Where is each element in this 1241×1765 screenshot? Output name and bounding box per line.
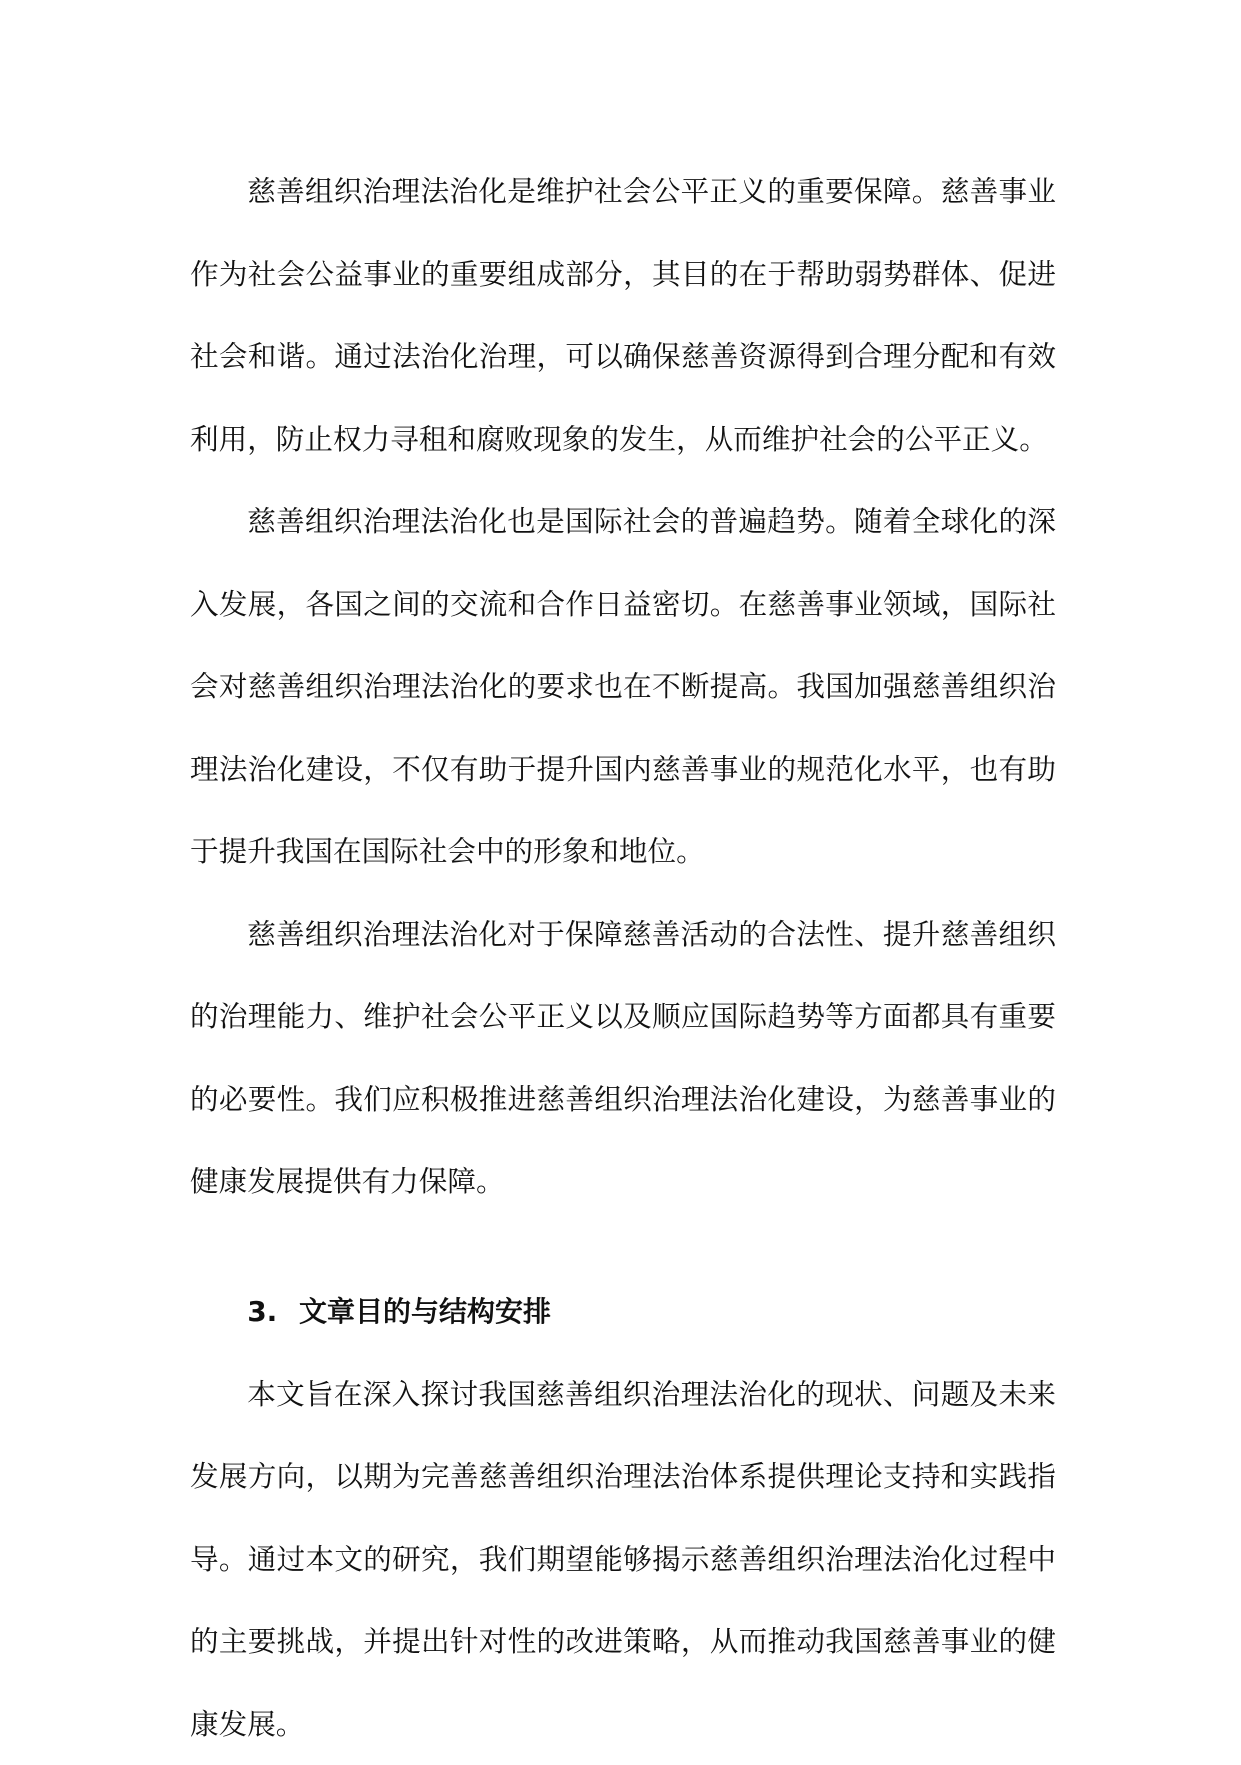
- section-number: 3.: [247, 1271, 289, 1353]
- paragraph-fairness-justice: 慈善组织治理法治化是维护社会公平正义的重要保障。慈善事业作为社会公益事业的重要组成部分，其目的在于帮助弱势群体、促进社会和谐。通过法治化治理，可以确保慈善资源得到合理分配和有效利用，防止权力寻租和腐败现象的发生，从而维护社会的公平正义。: [190, 150, 1056, 480]
- paragraph-international-trend: 慈善组织治理法治化也是国际社会的普遍趋势。随着全球化的深入发展，各国之间的交流和合作日益密切。在慈善事业领域，国际社会对慈善组织治理法治化的要求也在不断提高。我国加强慈善组织治理法治化建设，不仅有助于提升国内慈善事业的规范化水平，也有助于提升我国在国际社会中的形象和地位。: [190, 480, 1056, 893]
- paragraph-necessity-summary: 慈善组织治理法治化对于保障慈善活动的合法性、提升慈善组织的治理能力、维护社会公平正义以及顺应国际趋势等方面都具有重要的必要性。我们应积极推进慈善组织治理法治化建设，为慈善事业的健康发展提供有力保障。: [190, 893, 1056, 1223]
- paragraph-article-purpose: 本文旨在深入探讨我国慈善组织治理法治化的现状、问题及未来发展方向，以期为完善慈善组织治理法治体系提供理论支持和实践指导。通过本文的研究，我们期望能够揭示慈善组织治理法治化过程中的主要挑战，并提出针对性的改进策略，从而推动我国慈善事业的健康发展。: [190, 1353, 1056, 1765]
- section-spacer: [190, 1223, 1056, 1271]
- section-title: 文章目的与结构安排: [299, 1295, 551, 1328]
- section-heading: [190, 1271, 1056, 1353]
- document-body: [190, 150, 1056, 1765]
